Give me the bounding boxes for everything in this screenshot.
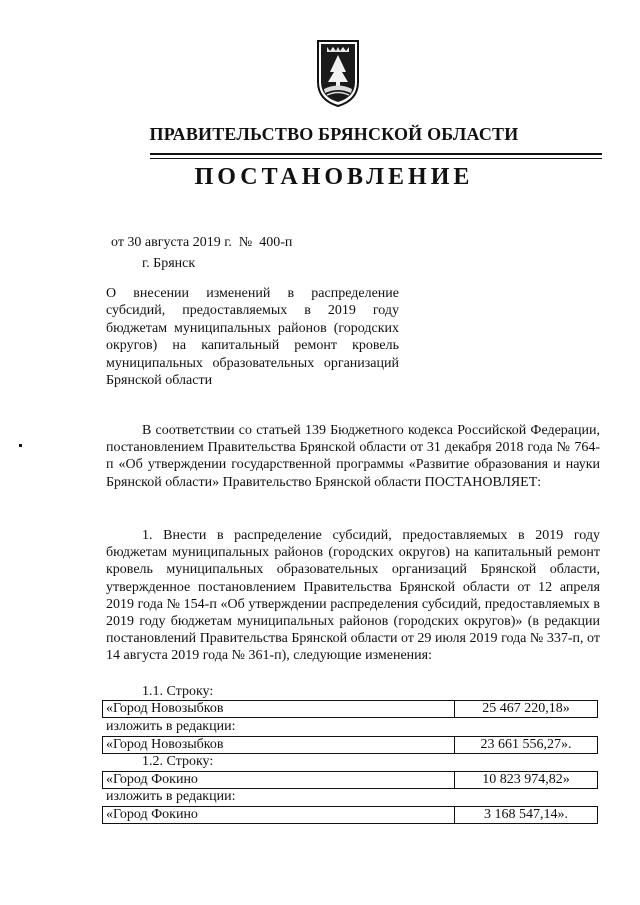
amendment-1-new-table: [102, 736, 598, 754]
subsidy-amount-cell: 25 467 220,18»: [455, 701, 598, 718]
amendment-2-instruction: изложить в редакции:: [106, 789, 236, 804]
municipality-name-cell: «Город Фокино: [103, 807, 455, 824]
table-row: [103, 772, 598, 789]
subsidy-amount-cell: 10 823 974,82»: [455, 772, 598, 789]
amendment-2-heading: 1.2. Строку:: [142, 754, 214, 769]
amendment-1-old-table: [102, 700, 598, 718]
municipality-name-cell: «Город Фокино: [103, 772, 455, 789]
table-row: [103, 807, 598, 824]
document-type-title: ПОСТАНОВЛЕНИЕ: [194, 164, 474, 190]
municipality-name-cell: «Город Новозыбков: [103, 737, 455, 754]
document-subject: О внесении изменений в распределение субсидий, предоставляемых в 2019 году бюджетам муниципальных районов (городских округов) на капитальный ремонт кровель муниципальных образовательных организаций Брянской области: [106, 286, 399, 389]
amendment-1-heading: 1.1. Строку:: [142, 684, 214, 699]
document-city: г. Брянск: [142, 256, 196, 271]
item-1-text: 1. Внести в распределение субсидий, предоставляемых в 2019 году бюджетам муниципальных районов (городских округов) на капитальный ремонт кровель муниципальных образовательных организаций Брянской области, утвержденное постановлением Правительства Брянской области от 12 апреля 2019 года № 154-п «Об утверждении распределения субсидий, предоставляемых в 2019 году бюджетам муниципальных районов (городских округов)» (в редакции постановлений Правительства Брянской области от 29 июля 2019 года № 337-п, от 14 августа 2019 года № 361-п), следующие изменения:: [106, 528, 600, 664]
amendment-2-new-table: [102, 806, 598, 824]
document-date-number: от 30 августа 2019 г. № 400-п: [111, 235, 293, 250]
item-1-paragraph: [106, 527, 600, 665]
header-divider-thick: [150, 153, 602, 155]
coat-of-arms-icon: [315, 38, 361, 108]
preamble-text: В соответствии со статьей 139 Бюджетного кодекса Российской Федерации, постановлением Правительства Брянской области от 31 декабря 2018 года № 764-п «Об утверждении государственной программы «Развитие образования и науки Брянской области» Правительство Брянской области ПОСТАНОВЛЯЕТ:: [106, 423, 600, 490]
government-title: ПРАВИТЕЛЬСТВО БРЯНСКОЙ ОБЛАСТИ: [149, 124, 519, 144]
header-divider-thin: [150, 158, 602, 159]
table-row: [103, 701, 598, 718]
subsidy-amount-cell: 3 168 547,14».: [455, 807, 598, 824]
amendment-2-old-table: [102, 771, 598, 789]
table-row: [103, 737, 598, 754]
margin-mark: [19, 444, 22, 447]
subsidy-amount-cell: 23 661 556,27».: [455, 737, 598, 754]
amendment-1-instruction: изложить в редакции:: [106, 719, 236, 734]
municipality-name-cell: «Город Новозыбков: [103, 701, 455, 718]
preamble-paragraph: [106, 422, 600, 491]
